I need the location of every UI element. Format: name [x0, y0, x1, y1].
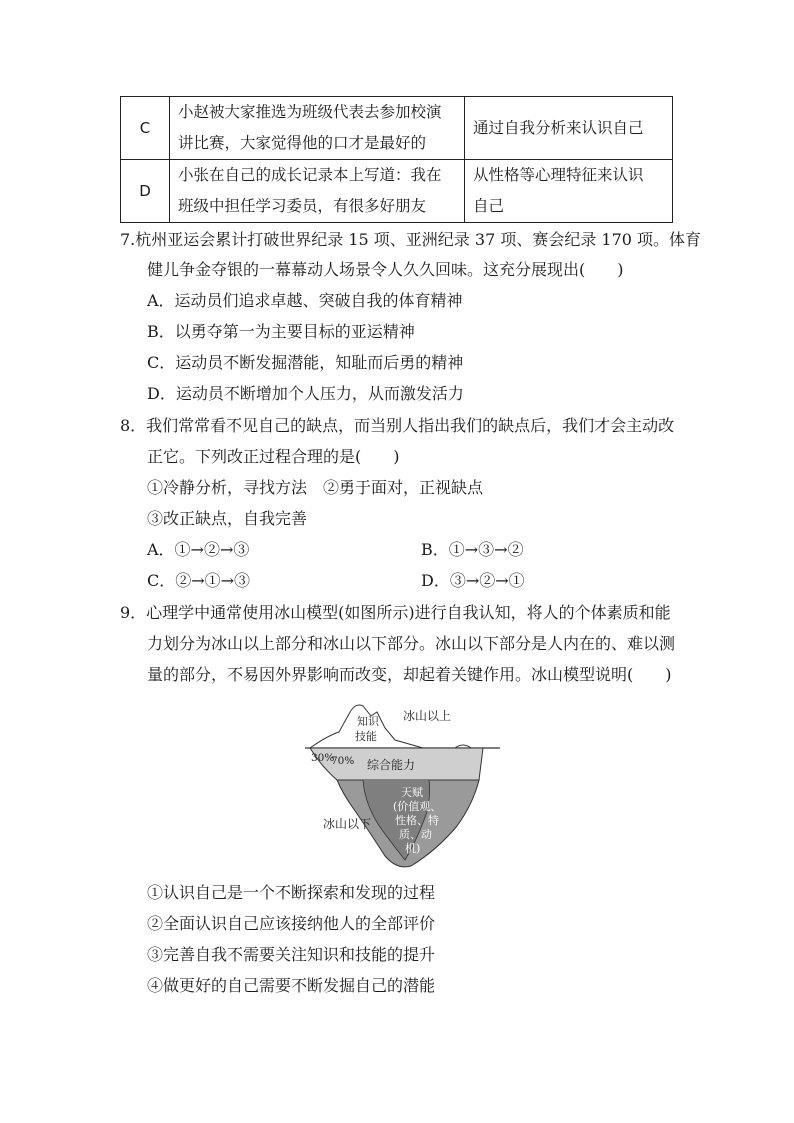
row-method	[465, 97, 673, 160]
q7-option-b: B．以勇夺第一为主要目标的亚运精神	[147, 322, 415, 341]
ability-label: 综合能力	[367, 758, 416, 772]
q9-item-2: ②全面认识自己应该接纳他人的全部评价	[147, 914, 436, 933]
pct-30: 30%	[311, 752, 335, 764]
talent-line: (价值观、	[393, 800, 442, 813]
pct-70: 70%	[331, 755, 355, 767]
row-description-line: 小张在自己的成长记录本上写道：我在	[178, 166, 442, 184]
row-description	[170, 160, 465, 223]
tip-label-knowledge: 知识	[357, 715, 379, 728]
q8-option-a: A．①→②→③	[147, 540, 250, 559]
q9-stem: 力划分为冰山以上部分和冰山以下部分。冰山以下部分是人内在的、难以测	[147, 634, 676, 653]
q8-items: ③改正缺点，自我完善	[147, 509, 308, 528]
q9-item-1: ①认识自己是一个不断探索和发现的过程	[147, 883, 436, 902]
q9-stem: 9．心理学中通常使用冰山模型(如图所示)进行自我认知，将人的个体素质和能	[120, 603, 671, 622]
q8-option-c: C．②→①→③	[147, 571, 251, 590]
q8-stem: 8．我们常常看不见自己的缺点，而当别人指出我们的缺点后，我们才会主动改	[120, 416, 675, 435]
row-method-line: 自己	[473, 197, 505, 215]
table-row	[121, 160, 673, 223]
row-description	[170, 97, 465, 160]
iceberg-figure	[305, 700, 500, 870]
row-description-line: 班级中担任学习委员，有很多好朋友	[178, 197, 427, 215]
row-method-line: 从性格等心理特征来认识	[473, 166, 644, 184]
q8-option-b: B．①→③→②	[421, 540, 524, 559]
q7-option-d: D．运动员不断增加个人压力，从而激发活力	[147, 384, 464, 403]
options-table	[120, 96, 673, 223]
row-method	[465, 160, 673, 223]
table-row	[121, 97, 673, 160]
q8-items: ①冷静分析，寻找方法 ②勇于面对，正视缺点	[147, 478, 484, 497]
q9-item-4: ④做更好的自己需要不断发掘自己的潜能	[147, 976, 436, 995]
talent-line: 天赋	[401, 786, 423, 799]
row-description-line: 讲比赛，大家觉得他的口才是最好的	[178, 134, 427, 152]
talent-line: 质、动	[399, 828, 432, 841]
talent-line: 性格、特	[395, 814, 439, 827]
above-label: 冰山以上	[403, 709, 452, 723]
q8-stem: 正它。下列改正过程合理的是( )	[147, 447, 400, 466]
q7-stem: 健儿争金夺银的一幕幕动人场景令人久久回味。这充分展现出( )	[147, 260, 624, 279]
row-key: C	[121, 97, 170, 160]
q7-option-c: C．运动员不断发掘潜能，知耻而后勇的精神	[147, 353, 464, 372]
q8-option-d: D．③→②→①	[421, 571, 525, 590]
row-description-line: 小赵被大家推选为班级代表去参加校演	[178, 103, 442, 121]
q7-option-a: A．运动员们追求卓越、突破自我的体育精神	[147, 291, 463, 310]
tip-label-skills: 技能	[355, 730, 377, 743]
row-key: D	[121, 160, 170, 223]
q7-stem: 7.杭州亚运会累计打破世界纪录 15 项、亚洲纪录 37 项、赛会纪录 170 项。体育	[120, 230, 702, 249]
row-method-line: 通过自我分析来认识自己	[473, 118, 644, 137]
below-label: 冰山以下	[323, 817, 372, 831]
talent-line: 机)	[405, 842, 421, 855]
q9-stem: 量的部分，不易因外界影响而改变，却起着关键作用。冰山模型说明( )	[147, 665, 672, 684]
q9-item-3: ③完善自我不需要关注知识和技能的提升	[147, 945, 436, 964]
